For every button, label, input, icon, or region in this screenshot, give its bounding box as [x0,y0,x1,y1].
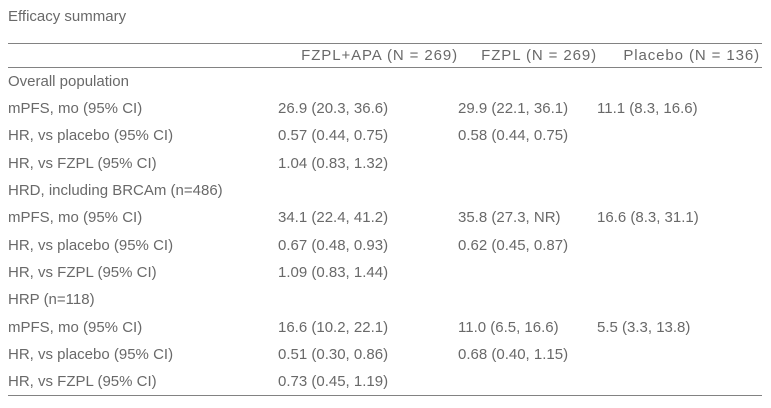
header-cell-placebo: Placebo (N = 136) [597,44,762,68]
fzpl-apa-value-cell: 34.1 (22.4, 41.2) [278,209,389,227]
fzpl-value-cell: 0.58 (0.44, 0.75) [458,127,569,145]
placebo-value-cell [597,368,762,395]
row-label-cell: Overall population [8,72,129,90]
table-row [8,231,762,258]
fzpl-value-cell [458,259,597,286]
table-body [8,68,762,396]
table-row [8,149,762,176]
row-label-cell: HRD, including BRCAm (n=486) [8,181,223,199]
row-label-cell: mPFS, mo (95% CI) [8,99,143,117]
table-row [8,122,762,149]
header-cell-fzpl: FZPL (N = 269) [458,44,597,68]
row-label-cell: HRP (n=118) [8,291,95,309]
placebo-value-cell [597,122,762,149]
row-label-cell: HR, vs FZPL (95% CI) [8,373,157,391]
table-row [8,259,762,286]
row-label-cell: HR, vs placebo (95% CI) [8,127,174,145]
fzpl-apa-value-cell: 0.51 (0.30, 0.86) [278,345,389,363]
placebo-value-cell [597,68,762,95]
fzpl-value-cell: 0.68 (0.40, 1.15) [458,345,569,363]
row-label-cell: mPFS, mo (95% CI) [8,209,143,227]
fzpl-value-cell: 35.8 (27.3, NR) [458,209,561,227]
row-label-cell: HR, vs placebo (95% CI) [8,345,174,363]
placebo-value-cell [597,149,762,176]
fzpl-apa-value-cell: 0.73 (0.45, 1.19) [278,373,389,391]
placebo-value-cell [597,231,762,258]
section-row [8,68,762,95]
row-label-cell: HR, vs placebo (95% CI) [8,236,174,254]
fzpl-apa-value-cell: 0.57 (0.44, 0.75) [278,127,389,145]
fzpl-value-cell: 29.9 (22.1, 36.1) [458,99,569,117]
table-row [8,313,762,340]
fzpl-apa-value-cell: 1.04 (0.83, 1.32) [278,154,389,172]
placebo-value-cell: 16.6 (8.3, 31.1) [597,209,699,227]
fzpl-value-cell: 11.0 (6.5, 16.6) [458,318,559,336]
fzpl-apa-value-cell [278,68,458,95]
placebo-value-cell [597,259,762,286]
table-title: Efficacy summary [8,8,127,25]
header-cell-rowlabel [8,44,278,68]
fzpl-apa-value-cell: 16.6 (10.2, 22.1) [278,318,389,336]
fzpl-value-cell [458,286,597,313]
section-row [8,177,762,204]
placebo-value-cell: 11.1 (8.3, 16.6) [597,99,698,117]
fzpl-value-cell [458,368,597,395]
row-label-cell: HR, vs FZPL (95% CI) [8,154,157,172]
row-label-cell: HR, vs FZPL (95% CI) [8,263,157,281]
efficacy-table [8,43,762,396]
table-row [8,341,762,368]
fzpl-apa-value-cell: 1.09 (0.83, 1.44) [278,263,389,281]
fzpl-value-cell [458,68,597,95]
placebo-value-cell [597,177,762,204]
fzpl-apa-value-cell [278,286,458,313]
fzpl-apa-value-cell [278,177,458,204]
fzpl-value-cell [458,149,597,176]
placebo-value-cell [597,286,762,313]
row-label-cell: mPFS, mo (95% CI) [8,318,143,336]
fzpl-apa-value-cell: 26.9 (20.3, 36.6) [278,99,389,117]
table-row [8,368,762,395]
placebo-value-cell [597,341,762,368]
fzpl-value-cell [458,177,597,204]
table-row [8,204,762,231]
section-row [8,286,762,313]
placebo-value-cell: 5.5 (3.3, 13.8) [597,318,691,336]
header-cell-fzpl-apa: FZPL+APA (N = 269) [278,44,458,68]
table-row [8,95,762,122]
header-row [8,44,762,68]
fzpl-apa-value-cell: 0.67 (0.48, 0.93) [278,236,389,254]
fzpl-value-cell: 0.62 (0.45, 0.87) [458,236,569,254]
